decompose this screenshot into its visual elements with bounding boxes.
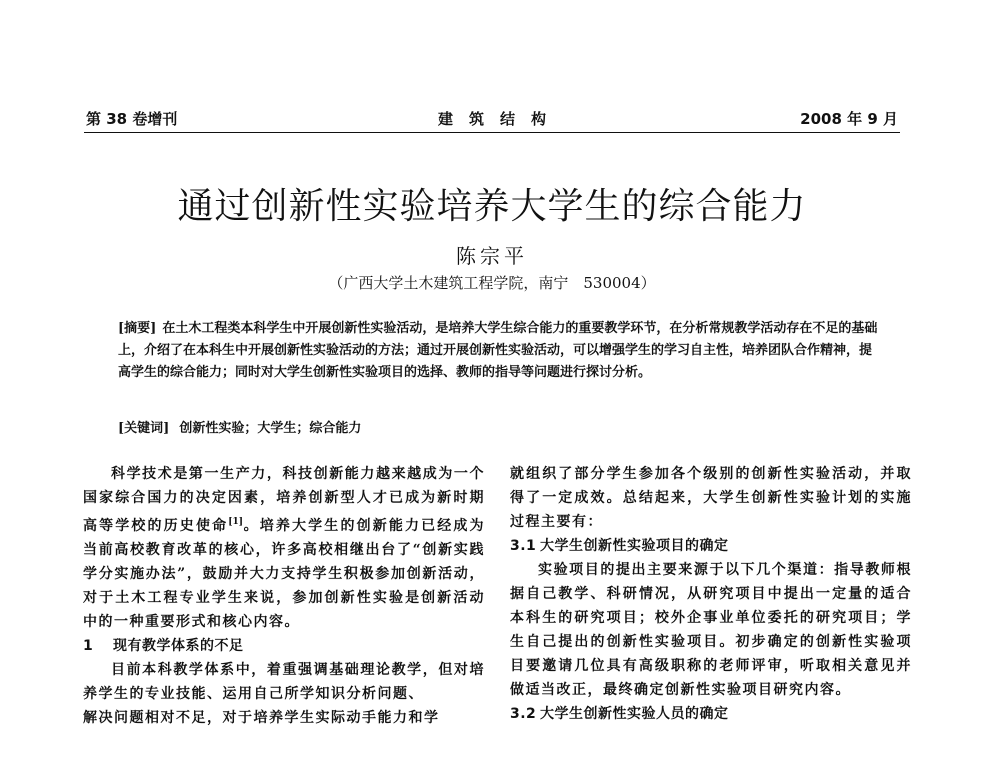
keywords-label: [关键词]: [118, 421, 170, 436]
running-header: [84, 106, 900, 133]
section-1-number: 1: [83, 638, 94, 654]
issue-date: 2008 年 9 月: [800, 110, 898, 128]
paragraph-section-3-1: 实验项目的提出主要来源于以下几个渠道：指导教师根据自己教学、科研情况，从研究项目中提出一定量的适合本科生的研究项目；校外企事业单位委托的研究项目；学生自己提出的创新性实验项目。初步确定的创新性实验项目要邀请几位具有高级职称的老师评审，听取相关意见并做适当改正，最终确定创新性实验项目研究内容。: [510, 562, 912, 698]
abstract: [118, 318, 878, 384]
journal-volume: 第 38 卷增刊: [86, 110, 178, 128]
keywords-text: 创新性实验；大学生；综合能力: [179, 421, 362, 436]
left-column: [83, 462, 485, 730]
abstract-label: [摘要]: [118, 321, 157, 336]
author-name: 陈宗平: [456, 244, 528, 268]
right-column: [510, 462, 912, 726]
section-3-2-number: 3.2: [510, 706, 537, 722]
paragraph-intro: [83, 462, 485, 634]
intro-text-a: 科学技术是第一生产力，科技创新能力越来越成为一个国家综合国力的决定因素，培养创新型人才已成为新时期高等学校的历史使命: [83, 466, 485, 534]
section-1-title: 现有教学体系的不足: [113, 638, 244, 654]
keywords: [118, 417, 878, 436]
abstract-text: 在土木工程类本科学生中开展创新性实验活动，是培养大学生综合能力的重要教学环节，在分析常规教学活动存在不足的基础上，介绍了在本科生中开展创新性实验活动的方法；通过开展创新性实验活动，可以增强学生的学习自主性，培养团队合作精神，提高学生的综合能力；同时对大学生创新性实验项目的选择、教师的指导等问题进行探讨分析。: [118, 321, 878, 380]
intro-text-b: 。培养大学生的创新能力已经成为当前高校教育改革的核心，许多高校相继出台了“创新实践学分实施办法”，鼓励并大力支持学生积极参加创新活动，对于土木工程专业学生来说，参加创新性实验是创新活动中的一种重要形式和核心内容。: [83, 518, 486, 630]
section-1-heading: [83, 634, 485, 658]
article-title: 通过创新性实验培养大学生的综合能力: [177, 186, 807, 227]
citation-ref: [1]: [228, 517, 243, 527]
section-3-1-title: 大学生创新性实验项目的确定: [540, 538, 729, 554]
section-3-1-heading: [510, 534, 912, 558]
section-3-1-number: 3.1: [510, 538, 537, 554]
paragraph-continued: 就组织了部分学生参加各个级别的创新性实验活动，并取得了一定成效。总结起来，大学生创新性实验计划的实施过程主要有：: [510, 466, 912, 530]
author-affiliation: （广西大学土木建筑工程学院，南宁 530004）: [328, 274, 656, 292]
journal-name: 建筑结构: [437, 110, 562, 128]
paragraph-section1: 目前本科教学体系中，着重强调基础理论教学，但对培养学生的专业技能、运用自己所学知识分析问题、: [83, 662, 485, 702]
paragraph-section1-cut: 解决问题相对不足，对于培养学生实际动手能力和学: [83, 710, 440, 726]
section-3-2-title: 大学生创新性实验人员的确定: [540, 706, 729, 722]
section-3-2-heading: [510, 702, 912, 726]
